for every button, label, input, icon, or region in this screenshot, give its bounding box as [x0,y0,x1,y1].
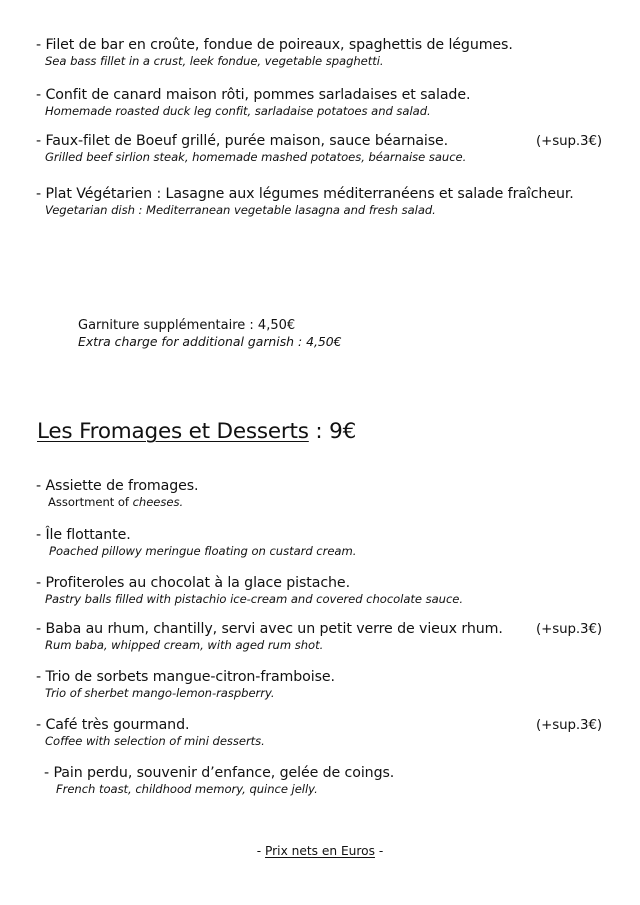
menu-item-name-fr [36,87,606,104]
menu-item [36,621,606,653]
menu-item-title: Baba au rhum, chantilly, servi avec un petit verre de vieux rhum. [45,621,503,637]
garnish-note-en: Extra charge for additional garnish : 4,50€ [78,334,342,349]
menu-item-title: Île flottante. [45,527,131,543]
bullet-dash: - [36,37,42,53]
garnish-note [78,317,498,350]
menu-item-name-fr [36,478,606,495]
translation-italic-part: cheeses. [132,495,184,509]
footer-text: Prix nets en Euros [265,844,375,858]
menu-item-name-fr [36,621,606,638]
menu-item [36,717,606,749]
section-heading-cheeses-desserts [37,419,356,445]
menu-item [36,186,606,218]
menu-item-translation-en: Trio of sherbet mango-lemon-raspberry. [45,686,275,700]
menu-item-translation-en: Vegetarian dish : Mediterranean vegetable lasagna and fresh salad. [45,203,436,217]
menu-item [44,765,614,797]
menu-item-translation-en: French toast, childhood memory, quince jelly. [56,782,318,796]
bullet-dash: - [36,133,42,149]
menu-item-title: Plat Végétarien : Lasagne aux légumes méditerranéens et salade fraîcheur. [45,186,574,202]
menu-item-title: Café très gourmand. [45,717,190,733]
bullet-dash: - [36,87,42,103]
menu-item-translation-en: Homemade roasted duck leg confit, sarladaise potatoes and salad. [45,104,431,118]
menu-item-name-fr [36,37,606,54]
menu-item [36,37,606,69]
bullet-dash: - [36,478,42,494]
bullet-dash: - [36,621,42,637]
supplement-price: (+sup.3€) [535,622,602,637]
footer-suffix-dash: - [374,844,384,858]
bullet-dash: - [36,717,42,733]
bullet-dash: - [36,669,42,685]
menu-item-translation-en [36,495,606,510]
section-heading-title: Les Fromages et Desserts [37,419,309,444]
bullet-dash: - [44,765,50,781]
garnish-note-fr: Garniture supplémentaire : 4,50€ [78,318,296,333]
menu-item-translation-en: Coffee with selection of mini desserts. [45,734,265,748]
menu-item-name-fr [44,765,614,782]
menu-item-translation-en: Grilled beef sirlion steak, homemade mashed potatoes, béarnaise sauce. [45,150,467,164]
menu-item-translation-en: Rum baba, whipped cream, with aged rum shot. [45,638,324,652]
supplement-price: (+sup.3€) [535,134,602,149]
menu-item-title: Pain perdu, souvenir d’enfance, gelée de coings. [53,765,395,781]
menu-item-translation-en: Pastry balls filled with pistachio ice-cream and covered chocolate sauce. [45,592,464,606]
menu-item-translation-en: Poached pillowy meringue floating on custard cream. [49,544,357,558]
menu-item-title: Filet de bar en croûte, fondue de poireaux, spaghettis de légumes. [45,37,513,53]
supplement-price: (+sup.3€) [535,718,602,733]
menu-item [36,478,606,510]
menu-item-name-fr [36,186,606,203]
bullet-dash: - [36,186,42,202]
menu-item-title: Confit de canard maison rôti, pommes sarladaises et salade. [45,87,471,103]
menu-item-translation-en: Sea bass fillet in a crust, leek fondue, vegetable spaghetti. [45,54,384,68]
menu-item [36,87,606,119]
bullet-dash: - [36,575,42,591]
section-heading-price: : 9€ [308,419,357,444]
bullet-dash: - [36,527,42,543]
menu-item-name-fr [36,575,606,592]
menu-item-title: Trio de sorbets mangue-citron-framboise. [45,669,335,685]
menu-item-name-fr [36,527,606,544]
menu-item [36,527,606,559]
menu-item-name-fr [36,133,606,150]
menu-item [36,575,606,607]
menu-item-name-fr [36,669,606,686]
translation-upright-part: Assortment of [48,495,133,509]
menu-item-title: Assiette de fromages. [45,478,199,494]
menu-item-name-fr [36,717,606,734]
footer-prefix-dash: - [256,844,266,858]
menu-item-title: Faux-filet de Boeuf grillé, purée maison, sauce béarnaise. [45,133,449,149]
menu-item-title: Profiteroles au chocolat à la glace pistache. [45,575,350,591]
menu-item [36,133,606,165]
footer-price-note [0,843,640,859]
menu-item [36,669,606,701]
